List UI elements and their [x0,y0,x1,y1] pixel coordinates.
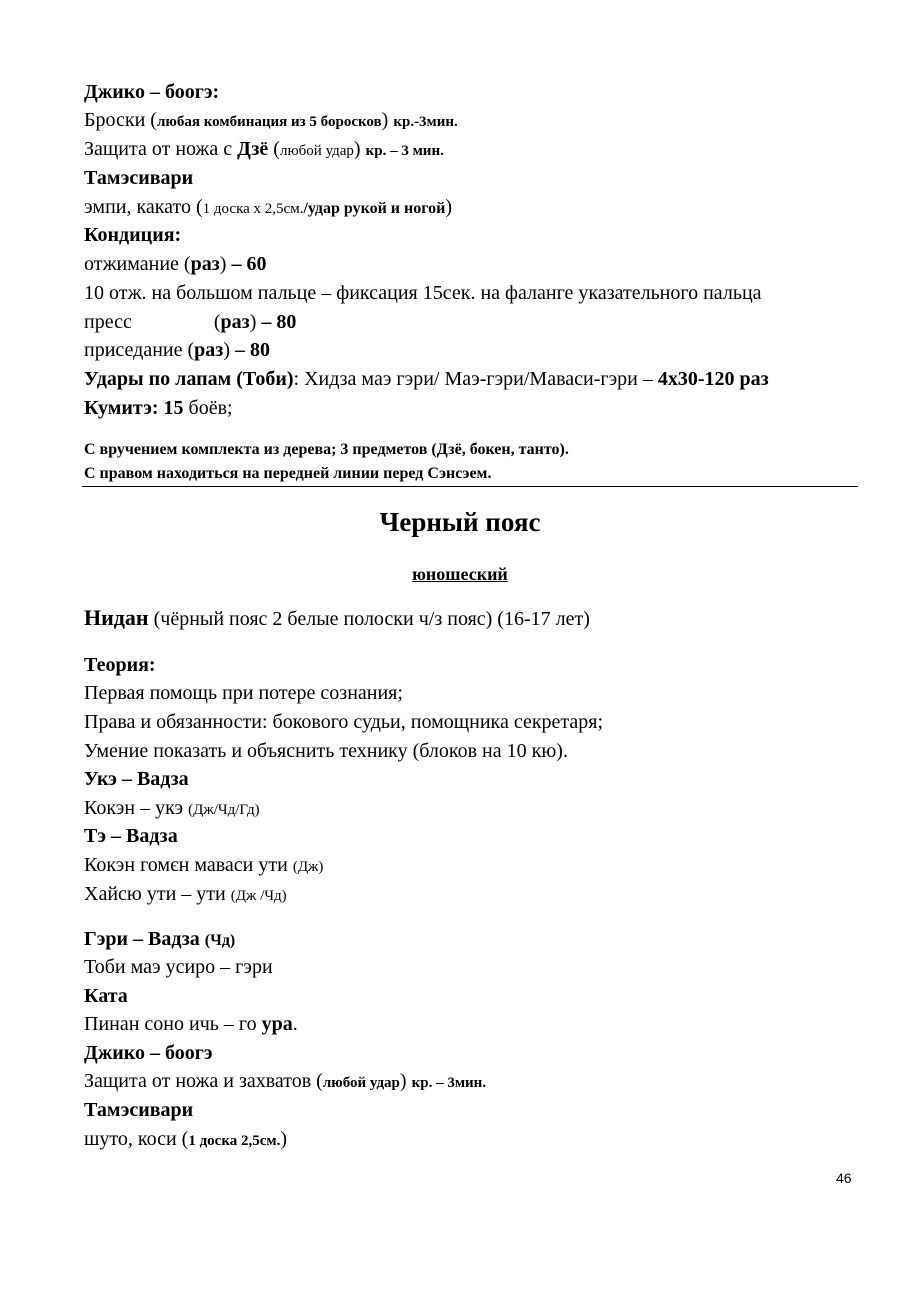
tamesiwari-heading: Тамэсивари [84,167,194,189]
tamesiwari-line: эмпи, какато (1 доска х 2,5см./удар рукой и ногой) [84,196,452,218]
geri-heading: Гэри – Вадза (Чд) [84,928,236,950]
jiko-line-2: Защита от ножа и захватов (любой удар) кр. – 3мин. [84,1070,487,1092]
nidan-line: Нидан (чёрный пояс 2 белые полоски ч/з пояс) (16-17 лет) [84,605,590,630]
black-belt-subtitle: юношеский [412,564,508,584]
tamesiwari-heading-2: Тамэсивари [84,1099,194,1121]
theory-item-2: Права и обязанности: бокового судьи, помощника секретаря; [84,711,604,733]
pushups-line: отжимание (раз) – 60 [84,253,267,275]
jiko-heading-2: Джико – боогэ [84,1042,213,1064]
black-belt-title: Черный пояс [379,507,541,537]
section-divider [82,486,858,487]
theory-heading: Теория: [84,654,156,676]
press-line: пресс (раз) – 80 [84,311,297,333]
te-heading: Тэ – Вадза [84,825,178,847]
note-wooden-set: С вручением комплекта из дерева; 3 предметов (Дзё, бокен, танто). [84,441,569,458]
te-line-1: Кокэн гомєн маваси ути (Дж) [84,854,324,876]
uke-heading: Укэ – Вадза [84,768,189,790]
jiko-heading: Джико – боогэ: [84,81,220,103]
kata-line: Пинан соно ичь – го ура. [84,1013,298,1035]
theory-item-3: Умение показать и объяснить технику (блоков на 10 кю). [84,740,568,762]
knife-defense-line: Защита от ножа с Дзё (любой удар) кр. – 3 мин. [84,138,444,160]
page-number: 46 [836,1170,852,1186]
uke-line: Кокэн – укэ (Дж/Чд/Гд) [84,797,260,819]
te-line-2: Хайсю ути – ути (Дж /Чд) [84,883,287,905]
geri-line: Тоби маэ усиро – гэри [84,956,273,978]
condition-heading: Кондиция: [84,224,182,246]
kata-heading: Ката [84,985,128,1007]
throws-line: Броски (любая комбинация из 5 боросков) кр.-3мин. [84,109,458,131]
kumite-line: Кумитэ: 15 боёв; [84,397,233,419]
note-front-line: С правом находиться на передней линии перед Сэнсэем. [84,465,492,482]
pads-line: Удары по лапам (Тоби): Хидза маэ гэри/ Маэ-гэри/Маваси-гэри – 4х30-120 раз [84,368,769,390]
squats-line: приседание (раз) – 80 [84,339,270,361]
theory-item-1: Первая помощь при потере сознания; [84,682,403,704]
thumb-pushups-line: 10 отж. на большом пальце – фиксация 15сек. на фаланге указательного пальца [84,282,762,304]
tamesiwari-line-2: шуто, коси (1 доска 2,5см.) [84,1128,288,1150]
